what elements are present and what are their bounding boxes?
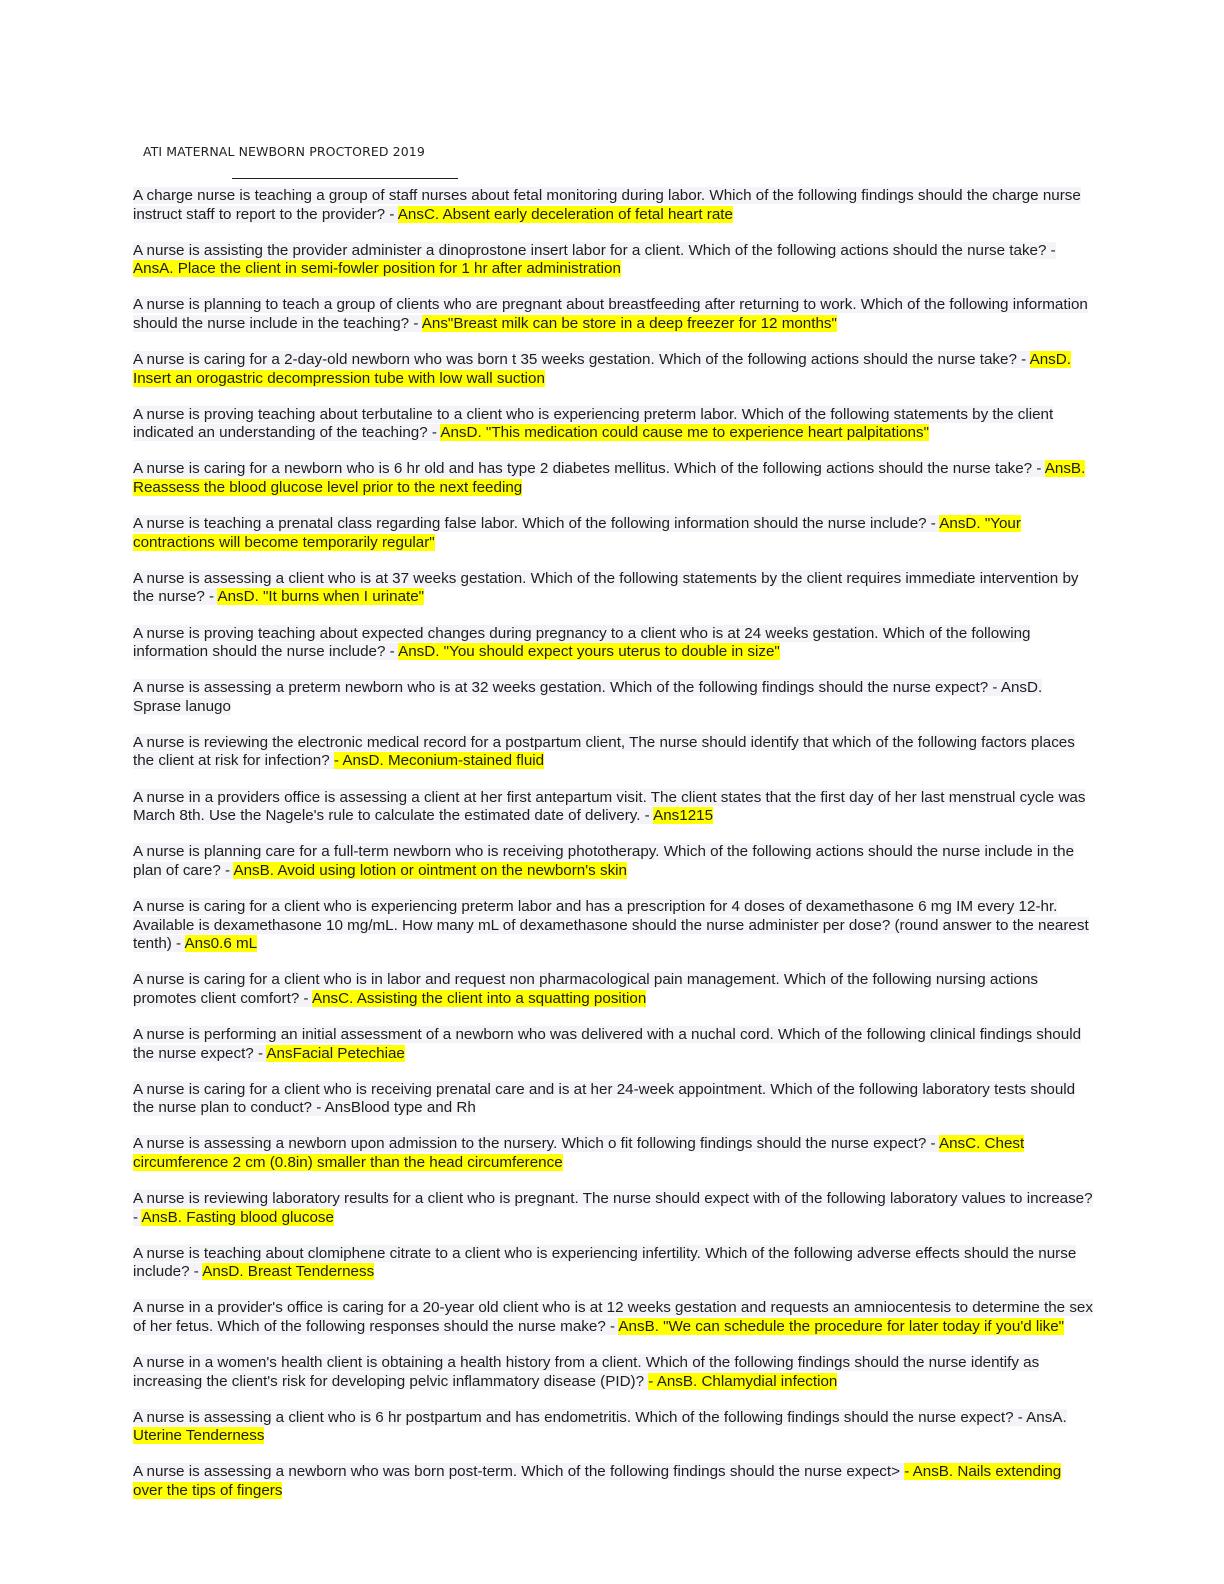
highlighted-answer: Ans0.6 mL <box>184 935 258 953</box>
highlighted-answer: Ans"Breast milk can be store in a deep freezer for 12 months" <box>421 314 837 332</box>
question-text: A nurse is caring for a 2-day-old newborn who was born t 35 weeks gestation. Which of the following actions should the nurse take? - <box>133 351 1030 369</box>
question-text: A nurse is teaching about clomiphene citrate to a client who is experiencing infertility. Which of the following adverse effects should the nurse include? - <box>133 1244 1077 1281</box>
question-item <box>133 679 1093 716</box>
question-text: A nurse is caring for a client who is in labor and request non pharmacological pain management. Which of the following nursing actions promotes client comfort? - <box>133 971 1039 1007</box>
question-item <box>133 734 1093 771</box>
question-item <box>133 971 1093 1008</box>
question-text: A nurse is proving teaching about terbutaline to a client who is experiencing preterm labor. Which of the following statements by the client indicated an understanding of the teaching? - <box>133 405 1054 442</box>
highlighted-answer: AnsC. Chest circumference 2 cm (0.8in) smaller than the head circumference <box>133 1135 1025 1171</box>
question-text: A nurse is assisting the provider administer a dinoprostone insert labor for a client. Which of the following actions should the nurse take? - <box>133 241 1056 259</box>
question-text: A nurse in a providers office is assessing a client at her first antepartum visit. The client states that the first day of her last menstrual cycle was March 8th. Use the Nagele's rule to calculate the estimated date of delivery. - <box>133 788 1086 825</box>
question-text: A nurse is proving teaching about expected changes during pregnancy to a client who is at 24 weeks gestation. Which of the following information should the nurse include? - <box>133 624 1031 661</box>
question-item <box>133 843 1093 880</box>
highlighted-answer: Uterine Tenderness <box>133 1427 265 1445</box>
highlighted-answer: Ans1215 <box>653 807 714 825</box>
question-text: A nurse is caring for a client who is experiencing preterm labor and has a prescription for 4 doses of dexamethasone 6 mg IM every 12-hr. Available is dexamethasone 10 mg/mL. How many mL of dexamethasone should the nurse administer per dose? (round answer to the nearest tenth) - <box>133 897 1089 953</box>
question-text: A nurse in a provider's office is caring for a 20-year old client who is at 12 weeks gestation and requests an amniocentesis to determine the sex of her fetus. Which of the following responses should the nurse make? - <box>133 1299 1093 1335</box>
highlighted-answer: AnsD. "It burns when I urinate" <box>217 588 425 606</box>
answer-text: AnsBlood type and Rh <box>324 1099 476 1117</box>
question-text: A nurse is teaching a prenatal class regarding false labor. Which of the following information should the nurse include? - <box>133 515 940 533</box>
question-item <box>133 1190 1093 1227</box>
highlighted-answer: - AnsD. Meconium-stained fluid <box>333 752 545 770</box>
question-text: A nurse is assessing a client who is 6 hr postpartum and has endometritis. Which of the following findings should the nurse expect? - AnsA. <box>133 1408 1067 1426</box>
highlighted-answer: AnsD. Insert an orogastric decompression tube with low wall suction <box>133 351 1071 387</box>
question-item <box>133 1245 1093 1282</box>
question-text: A nurse is assessing a newborn upon admission to the nursery. Which o fit following findings should the nurse expect? - <box>133 1135 939 1153</box>
question-item <box>133 1463 1093 1500</box>
title-underline <box>232 178 458 179</box>
question-item <box>133 1354 1093 1391</box>
question-text: A nurse is caring for a newborn who is 6 hr old and has type 2 diabetes mellitus. Which of the following actions should the nurse take? - <box>133 460 1045 478</box>
question-text: A nurse is reviewing laboratory results for a client who is pregnant. The nurse should expect with of the following laboratory values to increase? - <box>133 1189 1093 1226</box>
highlighted-answer: AnsC. Absent early deceleration of fetal heart rate <box>397 205 733 223</box>
highlighted-answer: AnsC. Assisting the client into a squatting position <box>311 989 647 1007</box>
question-text: A nurse is assessing a client who is at 37 weeks gestation. Which of the following statements by the client requires immediate intervention by the nurse? - <box>133 569 1079 606</box>
question-item <box>133 515 1093 552</box>
question-item <box>133 1135 1093 1172</box>
question-item <box>133 296 1093 333</box>
question-item <box>133 406 1093 443</box>
question-item <box>133 187 1093 224</box>
highlighted-answer: - AnsB. Chlamydial infection <box>648 1372 838 1390</box>
question-item <box>133 1409 1093 1446</box>
question-item <box>133 898 1093 954</box>
question-item <box>133 570 1093 607</box>
question-text: A nurse is caring for a client who is receiving prenatal care and is at her 24-week appointment. Which of the following laboratory tests should the nurse plan to conduct? - <box>133 1080 1076 1117</box>
question-text: A charge nurse is teaching a group of staff nurses about fetal monitoring during labor. Which of the following findings should the charge nurse instruct staff to report to the provider? - <box>133 187 1081 223</box>
highlighted-answer: - AnsB. Nails extending over the tips of fingers <box>133 1463 1062 1499</box>
question-text: A nurse is reviewing the electronic medical record for a postpartum client, The nurse should identify that which of the following factors places the client at risk for infection? <box>133 733 1075 770</box>
question-list <box>133 187 1093 1518</box>
highlighted-answer: AnsD. "This medication could cause me to experience heart palpitations" <box>440 424 929 442</box>
highlighted-answer: AnsD. "Your contractions will become temporarily regular" <box>133 515 1021 551</box>
highlighted-answer: AnsB. Avoid using lotion or ointment on the newborn's skin <box>233 861 627 879</box>
highlighted-answer: AnsB. "We can schedule the procedure for later today if you'd like" <box>618 1317 1065 1335</box>
highlighted-answer: AnsB. Reassess the blood glucose level prior to the next feeding <box>133 460 1086 497</box>
question-item <box>133 1299 1093 1336</box>
question-text: A nurse is assessing a preterm newborn who is at 32 weeks gestation. Which of the following findings should the nurse expect? - <box>133 679 1001 697</box>
question-text: A nurse is assessing a newborn who was born post-term. Which of the following findings should the nurse expect> <box>133 1463 905 1481</box>
question-item <box>133 351 1093 388</box>
page-title: ATI MATERNAL NEWBORN PROCTORED 2019 <box>143 144 425 159</box>
question-item <box>133 1081 1093 1118</box>
highlighted-answer: AnsA. Place the client in semi-fowler position for 1 hr after administration <box>133 260 621 278</box>
question-item <box>133 460 1093 497</box>
answer-text: AnsD. Sprase lanugo <box>133 679 1043 715</box>
question-text: A nurse in a women's health client is obtaining a health history from a client. Which of the following findings should the nurse identify as increasing the client's risk for developing pelvic inflammatory disease (PID)? <box>133 1354 1040 1390</box>
question-text: A nurse is planning care for a full-term newborn who is receiving phototherapy. Which of the following actions should the nurse include in the plan of care? - <box>133 843 1075 879</box>
question-item <box>133 625 1093 662</box>
question-item <box>133 1026 1093 1063</box>
question-item <box>133 242 1093 279</box>
highlighted-answer: AnsD. "You should expect yours uterus to double in size" <box>398 643 780 661</box>
question-text: A nurse is planning to teach a group of clients who are pregnant about breastfeeding after returning to work. Which of the following information should the nurse include in the teaching? - <box>133 296 1088 332</box>
question-text: A nurse is performing an initial assessment of a newborn who was delivered with a nuchal cord. Which of the following clinical findings should the nurse expect? - <box>133 1025 1082 1062</box>
question-item <box>133 789 1093 826</box>
highlighted-answer: AnsFacial Petechiae <box>266 1044 405 1062</box>
highlighted-answer: AnsD. Breast Tenderness <box>202 1263 375 1281</box>
highlighted-answer: AnsB. Fasting blood glucose <box>141 1208 334 1226</box>
